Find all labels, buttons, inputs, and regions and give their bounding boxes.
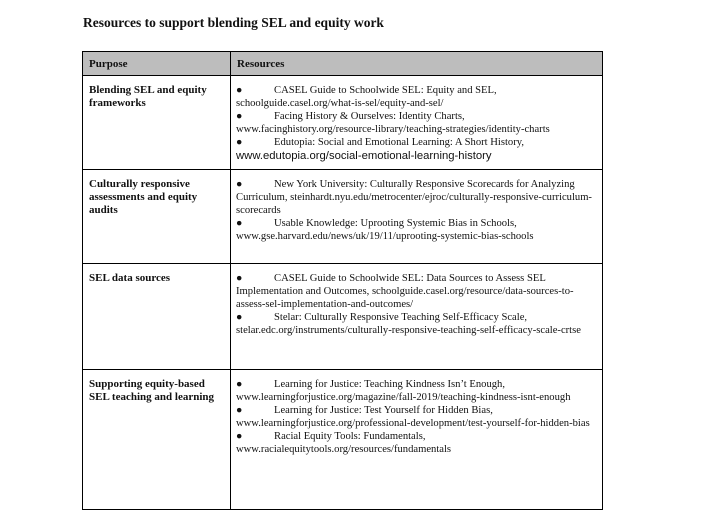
resource-link[interactable]: schoolguide.casel.org/resource/data-sources-to-assess-sel-implementation-and-outcomes/: [236, 286, 574, 311]
resource-link[interactable]: www.racialequitytools.org/resources/fundamentals: [236, 444, 452, 456]
resource-link[interactable]: www.edutopia.org/social-emotional-learning-history: [236, 150, 492, 163]
bullet-icon: ●: [236, 218, 243, 230]
resource-name: Edutopia: Social and Emotional Learning: A Short History,: [274, 137, 524, 149]
resources-table: [82, 51, 603, 510]
resource-item: [236, 272, 596, 311]
resource-name: Stelar: Culturally Responsive Teaching Self-Efficacy Scale,: [274, 312, 528, 324]
document-title: Resources to support blending SEL and equity work: [83, 15, 384, 30]
purpose-cell: Culturally responsive assessments and equity audits: [83, 170, 231, 264]
purpose-cell: Supporting equity-based SEL teaching and learning: [83, 370, 231, 510]
resource-link[interactable]: schoolguide.casel.org/what-is-sel/equity-and-sel/: [236, 98, 444, 110]
resource-name: Racial Equity Tools: Fundamentals,: [274, 431, 426, 443]
resource-name: CASEL Guide to Schoolwide SEL: Equity and SEL,: [274, 85, 497, 96]
bullet-icon: ●: [236, 137, 243, 149]
resource-link[interactable]: stelar.edc.org/instruments/culturally-responsive-teaching-self-efficacy-scale-crtse: [236, 325, 581, 337]
resource-name: Usable Knowledge: Uprooting Systemic Bias in Schools,: [274, 218, 517, 230]
bullet-icon: ●: [236, 312, 243, 324]
resource-link[interactable]: steinhardt.nyu.edu/metrocenter/ejroc/culturally-responsive-curriculum-scorecards: [236, 192, 592, 217]
resource-link[interactable]: www.learningforjustice.org/professional-development/test-yourself-for-hidden-bias: [236, 418, 590, 430]
purpose-cell: Blending SEL and equity frameworks: [83, 76, 231, 170]
resources-cell: [231, 264, 603, 370]
resource-name: CASEL Guide to Schoolwide SEL: Data Sources to Assess SEL Implementation and Outcomes,: [236, 273, 546, 298]
resources-column-header: Resources: [231, 52, 603, 76]
resource-name: New York University: Culturally Responsive Scorecards for Analyzing Curriculum,: [236, 179, 575, 204]
table-row: [83, 170, 603, 264]
bullet-icon: ●: [236, 431, 243, 443]
bullet-icon: ●: [236, 111, 243, 123]
table-row: [83, 76, 603, 170]
bullet-icon: ●: [236, 179, 243, 190]
table-row: [83, 370, 603, 510]
resource-item: [236, 178, 596, 217]
bullet-icon: ●: [236, 85, 243, 96]
table-header-row: [83, 52, 603, 76]
table-row: [83, 264, 603, 370]
purpose-column-header: Purpose: [83, 52, 231, 76]
resource-name: Learning for Justice: Test Yourself for Hidden Bias,: [274, 405, 493, 417]
resource-link[interactable]: www.learningforjustice.org/magazine/fall-2019/teaching-kindness-isnt-enough: [236, 392, 571, 404]
bullet-icon: ●: [236, 273, 243, 284]
resource-item: [236, 136, 596, 163]
resource-name: Learning for Justice: Teaching Kindness Isn’t Enough,: [274, 379, 505, 390]
resource-link[interactable]: www.gse.harvard.edu/news/uk/19/11/uprooting-systemic-bias-schools: [236, 231, 534, 243]
resource-name: Facing History & Ourselves: Identity Charts,: [274, 111, 465, 123]
resource-item: [236, 110, 596, 136]
resource-link[interactable]: www.facinghistory.org/resource-library/teaching-strategies/identity-charts: [236, 124, 550, 136]
resource-item: [236, 311, 596, 337]
bullet-icon: ●: [236, 379, 243, 390]
resources-cell: [231, 170, 603, 264]
resource-item: [236, 430, 596, 456]
resource-item: [236, 84, 596, 110]
resources-cell: [231, 370, 603, 510]
resources-cell: [231, 76, 603, 170]
bullet-icon: ●: [236, 405, 243, 417]
resource-item: [236, 404, 596, 430]
purpose-cell: SEL data sources: [83, 264, 231, 370]
resource-item: [236, 217, 596, 243]
resource-item: [236, 378, 596, 404]
